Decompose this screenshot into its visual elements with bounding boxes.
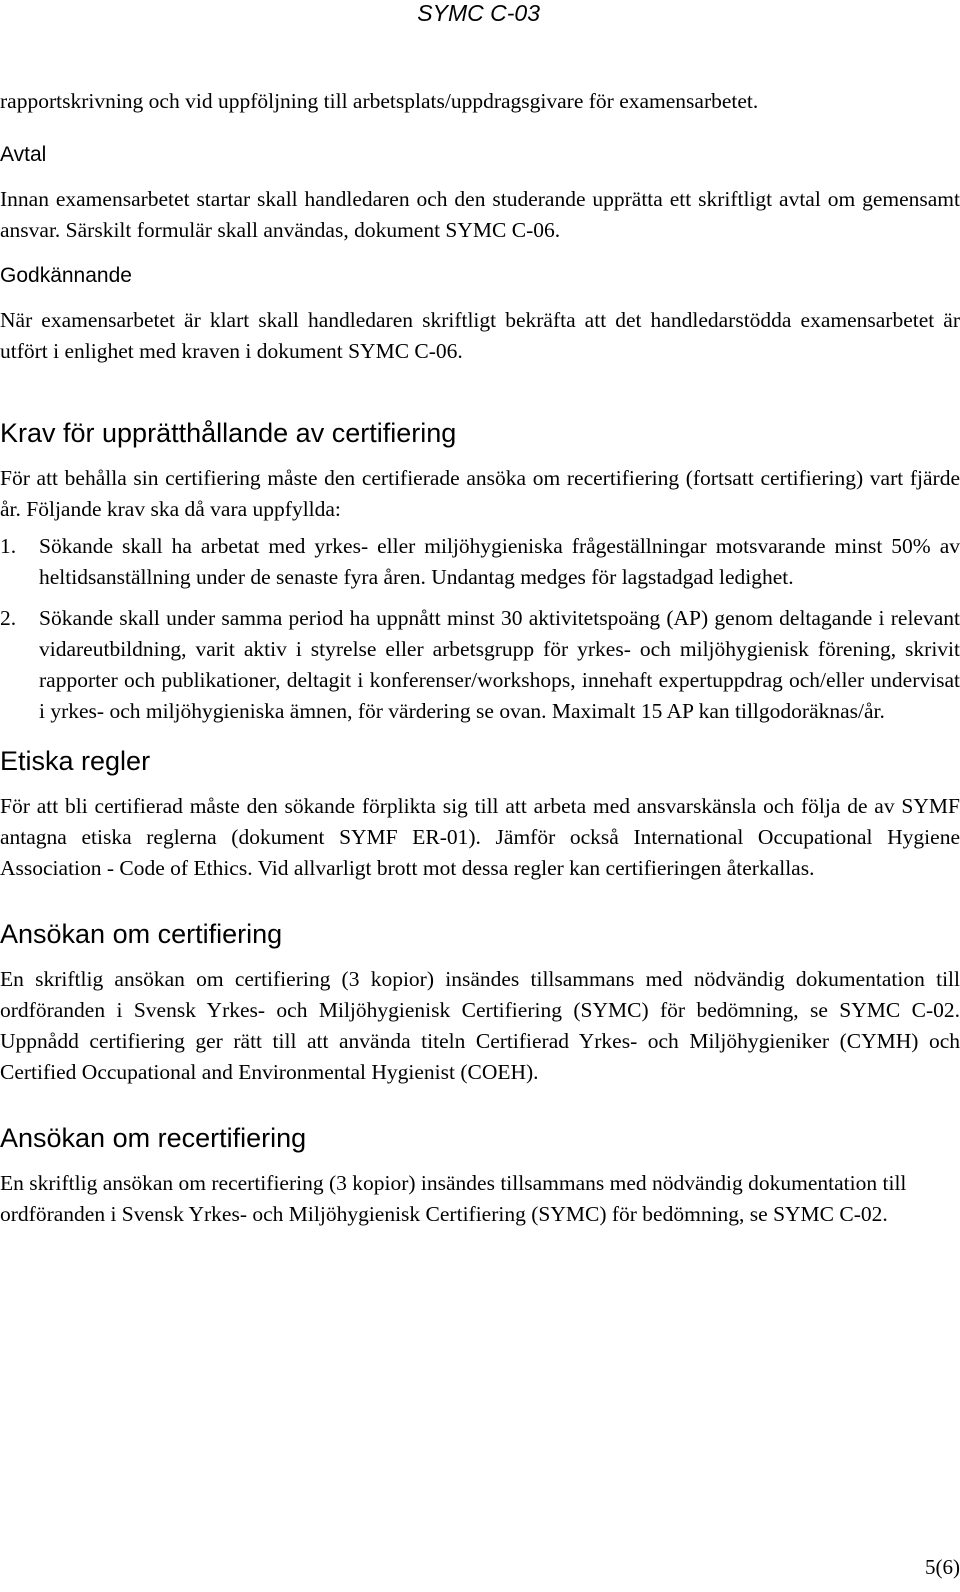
- etiska-paragraph: För att bli certifierad måste den sökande förplikta sig till att arbeta med ansvarskänsla och följa de av SYMF antagna etiska reglerna (dokument SYMF ER-01). Jämför också International Occupational Hygiene Association - Code of Ethics. Vid allvarligt brott mot dessa regler kan certifieringen återkallas.: [0, 794, 960, 880]
- etiska-heading: Etiska regler: [0, 746, 151, 776]
- krav-list-item-1: [0, 531, 960, 593]
- document-body: [0, 86, 960, 1230]
- intro-continuation-paragraph: rapportskrivning och vid uppföljning till arbetsplats/uppdragsgivare för examensarbetet.: [0, 89, 759, 113]
- krav-heading: Krav för upprätthållande av certifiering: [0, 418, 457, 448]
- ansokan-certifiering-paragraph: En skriftlig ansökan om certifiering (3 kopior) insändes tillsammans med nödvändig dokumentation till ordföranden i Svensk Yrkes- och Miljöhygienisk Certifiering (SYMC) för bedömning, se SYMC C-02. Uppnådd certifiering ger rätt till att använda titeln Certifierad Yrkes- och Miljöhygieniker (CYMH) och Certified Occupational and Environmental Hygienist (COEH).: [0, 967, 960, 1084]
- godkannande-heading: Godkännande: [0, 264, 132, 287]
- ansokan-recertifiering-paragraph: En skriftlig ansökan om recertifiering (3 kopior) insändes tillsammans med nödvändig dokumentation till ordföranden i Svensk Yrkes- och Miljöhygienisk Certifiering (SYMC) för bedömning, se SYMC C-02.: [0, 1171, 907, 1226]
- list-item-text: Sökande skall under samma period ha uppnått minst 30 aktivitetspoäng (AP) genom deltagande i relevant vidareutbildning, varit aktiv i styrelse eller arbetsgrupp för yrkes- och miljöhygienisk förening, skrivit rapporter och publikationer, deltagit i konferenser/workshops, innehaft expertuppdrag och/eller undervisat i yrkes- och miljöhygieniska ämnen, för värdering se ovan. Maximalt 15 AP kan tillgodoräknas/år.: [39, 606, 960, 723]
- krav-paragraph: För att behålla sin certifiering måste den certifierade ansöka om recertifiering (fortsatt certifiering) vart fjärde år. Följande krav ska då vara uppfyllda:: [0, 466, 960, 521]
- page-header-doc-id: SYMC C-03: [417, 0, 540, 26]
- avtal-heading: Avtal: [0, 143, 47, 166]
- ansokan-certifiering-heading: Ansökan om certifiering: [0, 919, 283, 949]
- page-number: 5(6): [925, 1555, 960, 1579]
- list-item-number: 2.: [0, 606, 17, 630]
- list-item-text: Sökande skall ha arbetat med yrkes- eller miljöhygieniska frågeställningar motsvarande minst 50% av heltidsanställning under de senaste fyra åren. Undantag medges för lagstadgad ledighet.: [39, 534, 960, 589]
- krav-list-item-2: [0, 603, 960, 727]
- godkannande-paragraph: När examensarbetet är klart skall handledaren skriftligt bekräfta att det handledarstödda examensarbetet är utfört i enlighet med kraven i dokument SYMC C-06.: [0, 308, 960, 363]
- ansokan-recertifiering-heading: Ansökan om recertifiering: [0, 1123, 307, 1153]
- list-item-number: 1.: [0, 534, 17, 558]
- avtal-paragraph: Innan examensarbetet startar skall handledaren och den studerande upprätta ett skriftligt avtal om gemensamt ansvar. Särskilt formulär skall användas, dokument SYMC C-06.: [0, 187, 960, 242]
